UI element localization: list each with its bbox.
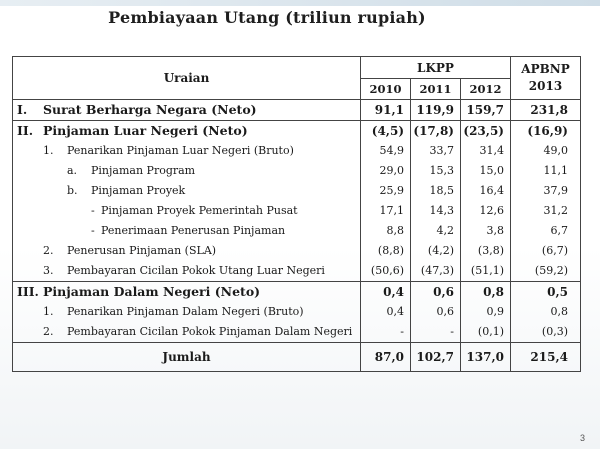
value-2012: 3,8 <box>461 221 511 241</box>
row-label-text: Surat Berharga Negara (Neto) <box>43 102 257 117</box>
total-apbnp: 215,4 <box>511 343 581 372</box>
value-2010: 0,4 <box>361 282 411 303</box>
value-2010: 8,8 <box>361 221 411 241</box>
financing-table <box>12 56 581 372</box>
value-2010: 0,4 <box>361 302 411 322</box>
value-2011: (17,8) <box>411 121 461 142</box>
row-marker: - <box>91 224 95 237</box>
value-2010: (50,6) <box>361 261 411 282</box>
value-apbnp: 11,1 <box>511 161 581 181</box>
row-label <box>13 282 361 303</box>
value-apbnp: (0,3) <box>511 322 581 343</box>
table-row <box>13 221 581 241</box>
header-apbnp-label: APBNP <box>521 62 570 76</box>
value-apbnp: 0,8 <box>511 302 581 322</box>
value-2010: 91,1 <box>361 100 411 121</box>
value-2011: (4,2) <box>411 241 461 261</box>
row-label-text: Pembayaran Cicilan Pokok Pinjaman Dalam Negeri <box>67 325 353 338</box>
header-year-2012: 2012 <box>461 79 511 100</box>
value-2012: 159,7 <box>461 100 511 121</box>
row-label <box>13 241 361 261</box>
row-label-text: Pinjaman Luar Negeri (Neto) <box>43 123 248 138</box>
row-marker: III. <box>17 284 39 299</box>
row-label <box>13 322 361 343</box>
table-row <box>13 121 581 142</box>
value-2012: (51,1) <box>461 261 511 282</box>
value-2012: 15,0 <box>461 161 511 181</box>
row-marker: 2. <box>43 244 54 257</box>
table-row <box>13 181 581 201</box>
value-2011: 14,3 <box>411 201 461 221</box>
header-uraian: Uraian <box>13 57 361 100</box>
slide-title: Pembiayaan Utang (triliun rupiah) <box>108 8 426 27</box>
value-2012: 0,9 <box>461 302 511 322</box>
value-2010: 54,9 <box>361 141 411 161</box>
row-label-text: Pinjaman Proyek Pemerintah Pusat <box>101 204 298 217</box>
table-row <box>13 302 581 322</box>
total-2011: 102,7 <box>411 343 461 372</box>
total-label: Jumlah <box>13 343 361 372</box>
table-row <box>13 241 581 261</box>
header-year-2010: 2010 <box>361 79 411 100</box>
value-apbnp: 231,8 <box>511 100 581 121</box>
value-2012: 0,8 <box>461 282 511 303</box>
row-label <box>13 121 361 142</box>
value-apbnp: 49,0 <box>511 141 581 161</box>
row-label <box>13 261 361 282</box>
row-label-text: Pembayaran Cicilan Pokok Utang Luar Negeri <box>67 264 325 277</box>
row-label-text: Pinjaman Dalam Negeri (Neto) <box>43 284 261 299</box>
value-2012: 12,6 <box>461 201 511 221</box>
value-apbnp: 37,9 <box>511 181 581 201</box>
value-2012: (0,1) <box>461 322 511 343</box>
financing-table-container <box>12 56 580 372</box>
table-row <box>13 282 581 303</box>
row-label <box>13 161 361 181</box>
header-year-2011: 2011 <box>411 79 461 100</box>
value-apbnp: (6,7) <box>511 241 581 261</box>
table-row <box>13 161 581 181</box>
row-label-text: Penarikan Pinjaman Luar Negeri (Bruto) <box>67 144 294 157</box>
value-2011: (47,3) <box>411 261 461 282</box>
row-marker: 1. <box>43 144 54 157</box>
value-2011: 119,9 <box>411 100 461 121</box>
value-2011: - <box>411 322 461 343</box>
row-label-text: Penerusan Pinjaman (SLA) <box>67 244 217 257</box>
total-2010: 87,0 <box>361 343 411 372</box>
value-apbnp: (59,2) <box>511 261 581 282</box>
row-label-text: Pinjaman Program <box>91 164 196 177</box>
table-row <box>13 141 581 161</box>
row-marker: b. <box>67 184 78 197</box>
row-label <box>13 141 361 161</box>
value-apbnp: 6,7 <box>511 221 581 241</box>
value-2012: 16,4 <box>461 181 511 201</box>
value-2011: 0,6 <box>411 282 461 303</box>
total-row <box>13 343 581 372</box>
value-2010: (4,5) <box>361 121 411 142</box>
row-label <box>13 201 361 221</box>
row-marker: 3. <box>43 264 54 277</box>
table-row <box>13 100 581 121</box>
table-row <box>13 322 581 343</box>
value-2010: 29,0 <box>361 161 411 181</box>
row-marker: II. <box>17 123 34 138</box>
value-apbnp: 0,5 <box>511 282 581 303</box>
row-label <box>13 221 361 241</box>
page-number: 3 <box>580 433 586 443</box>
value-2011: 33,7 <box>411 141 461 161</box>
row-marker: - <box>91 204 95 217</box>
row-label <box>13 302 361 322</box>
row-label-text: Pinjaman Proyek <box>91 184 186 197</box>
value-2011: 18,5 <box>411 181 461 201</box>
row-marker: 1. <box>43 305 54 318</box>
value-apbnp: 31,2 <box>511 201 581 221</box>
value-2011: 0,6 <box>411 302 461 322</box>
value-2011: 4,2 <box>411 221 461 241</box>
header-apbnp <box>511 57 581 100</box>
value-2012: (3,8) <box>461 241 511 261</box>
value-2012: (23,5) <box>461 121 511 142</box>
row-label <box>13 100 361 121</box>
table-row <box>13 201 581 221</box>
value-2010: 17,1 <box>361 201 411 221</box>
row-marker: a. <box>67 164 78 177</box>
value-2010: 25,9 <box>361 181 411 201</box>
value-2010: - <box>361 322 411 343</box>
header-lkpp: LKPP <box>361 57 511 79</box>
value-2012: 31,4 <box>461 141 511 161</box>
value-2010: (8,8) <box>361 241 411 261</box>
value-apbnp: (16,9) <box>511 121 581 142</box>
row-label-text: Penarikan Pinjaman Dalam Negeri (Bruto) <box>67 305 304 318</box>
header-apbnp-year: 2013 <box>528 79 563 93</box>
table-row <box>13 261 581 282</box>
value-2011: 15,3 <box>411 161 461 181</box>
row-label-text: Penerimaan Penerusan Pinjaman <box>101 224 286 237</box>
total-2012: 137,0 <box>461 343 511 372</box>
row-label <box>13 181 361 201</box>
row-marker: I. <box>17 102 28 117</box>
slide-accent-bar <box>0 0 600 6</box>
row-marker: 2. <box>43 325 54 338</box>
